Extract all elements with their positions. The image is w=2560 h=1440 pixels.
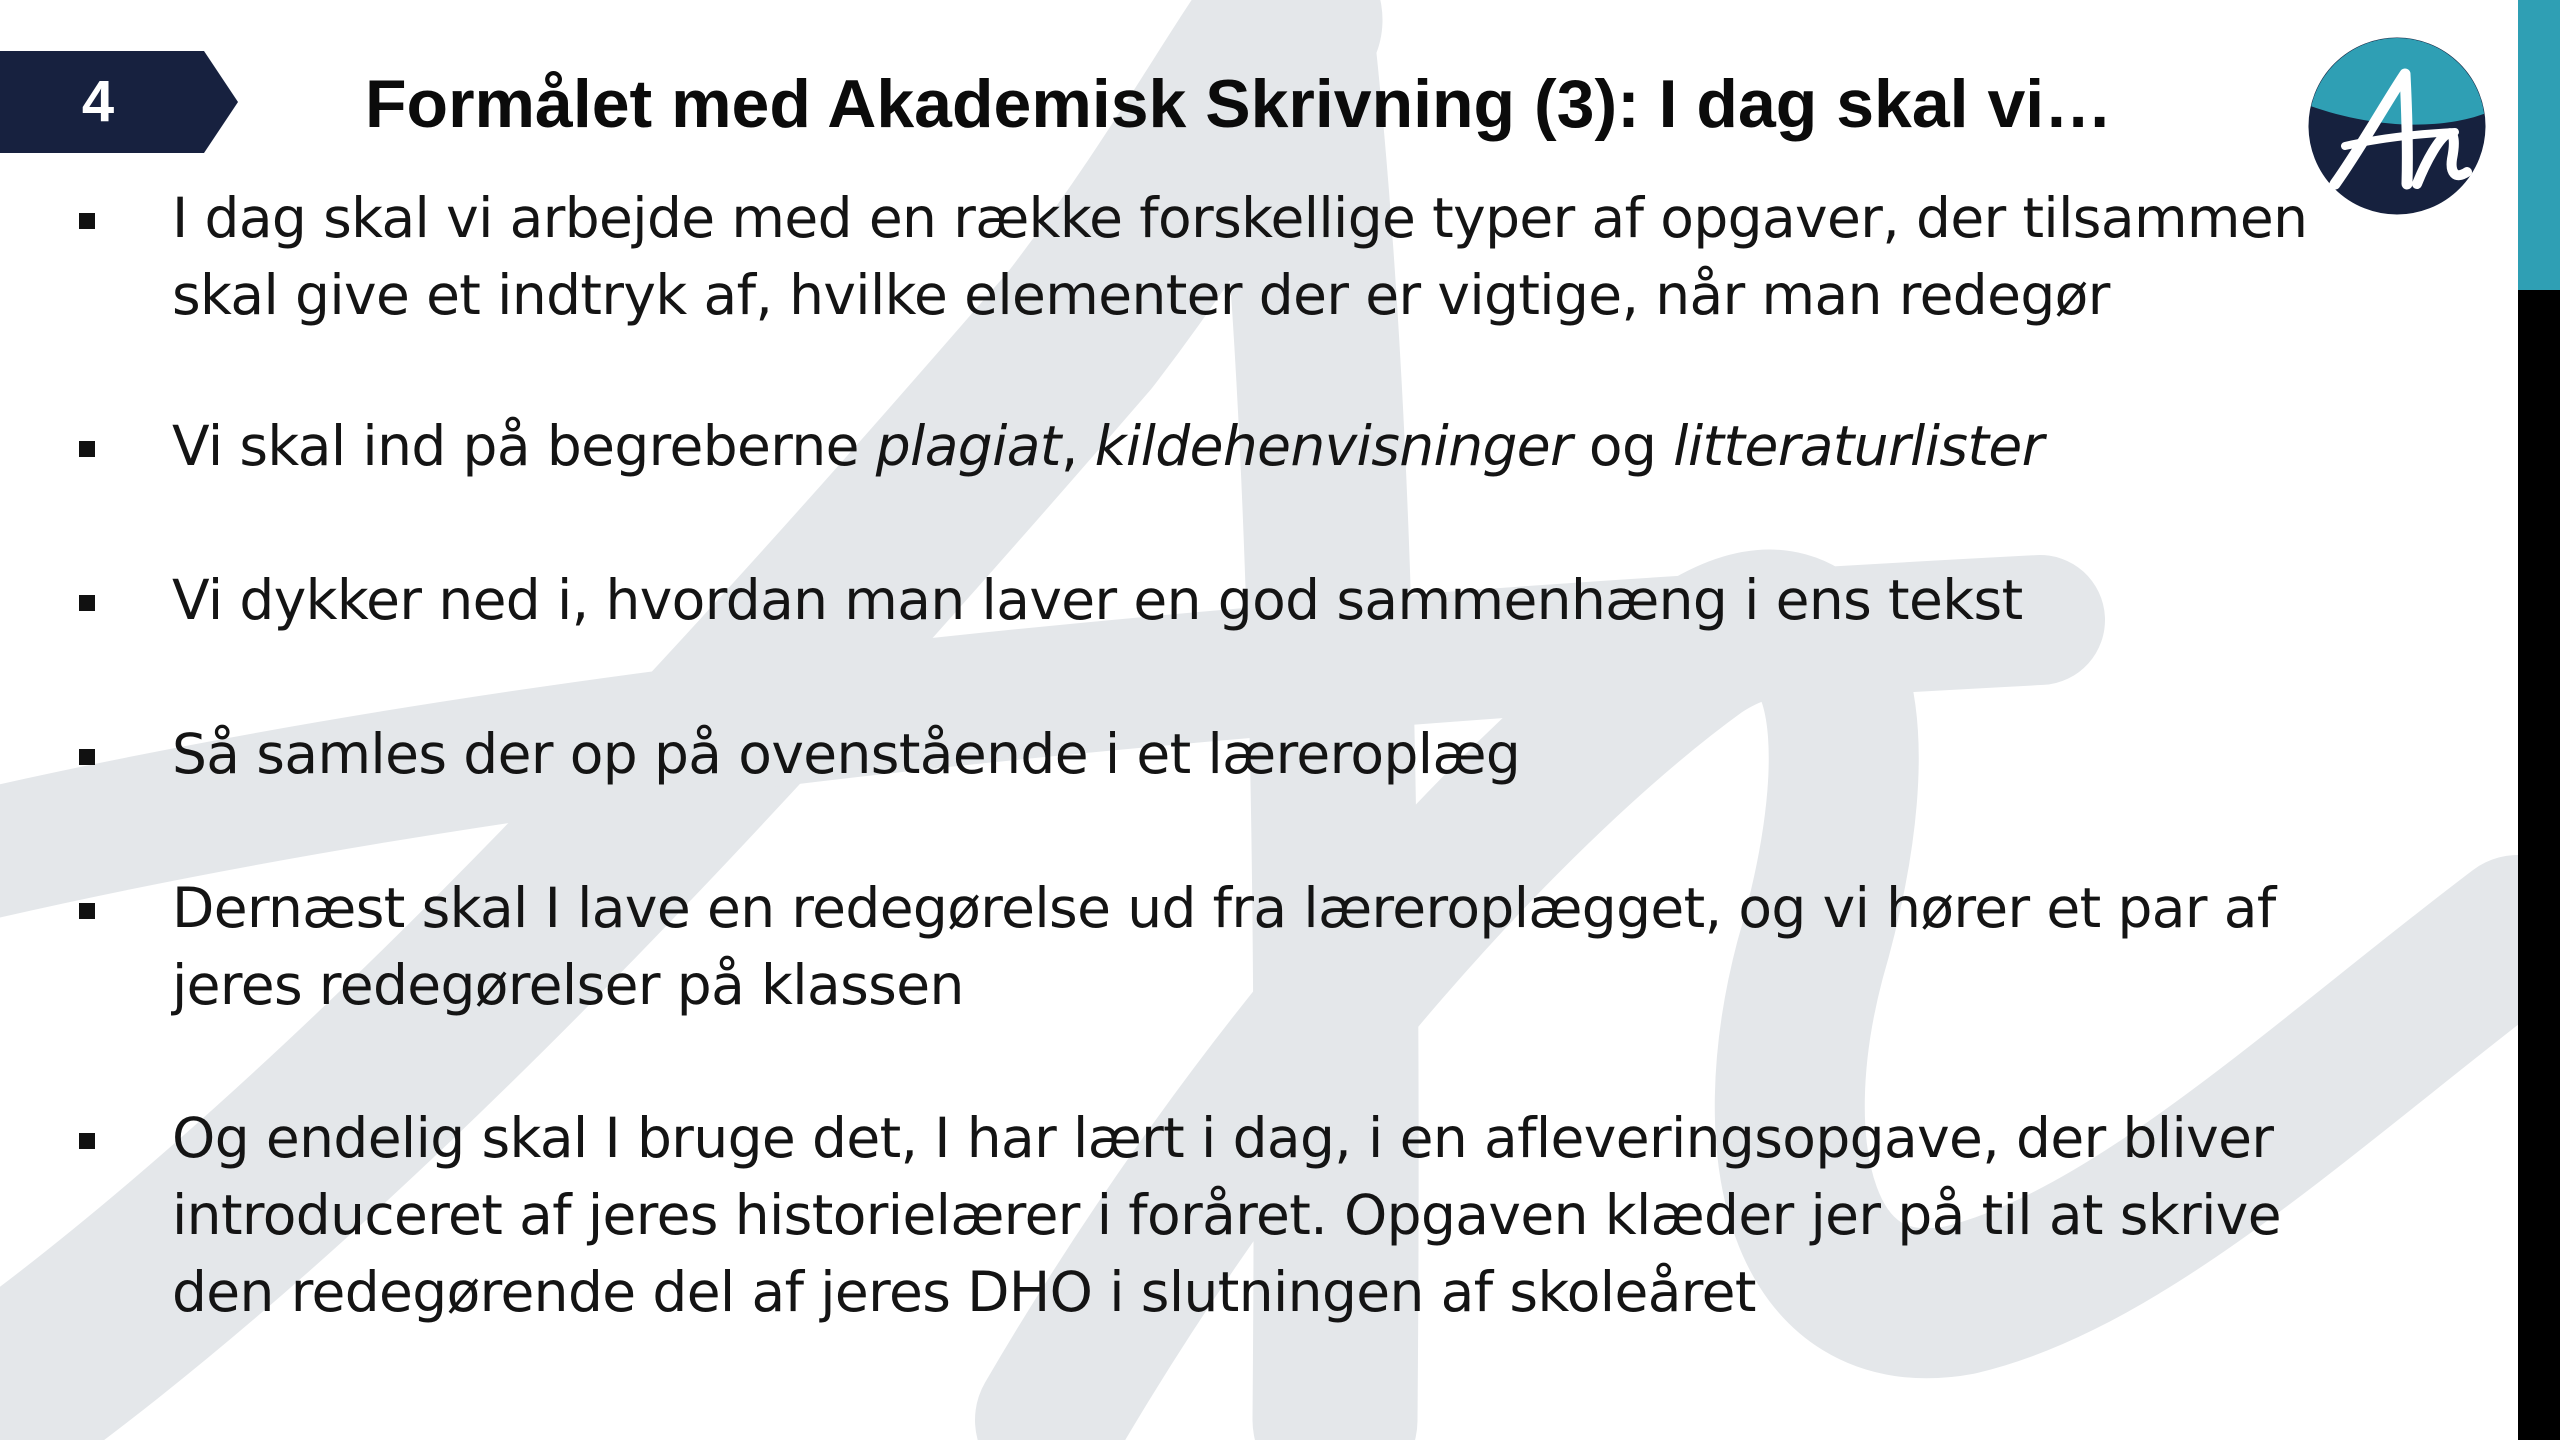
bullet-text-part: , (1060, 414, 1095, 478)
bullet-text: Vi dykker ned i, hvordan man laver en god sammenhæng i ens tekst (172, 568, 2023, 632)
bullet-item (172, 870, 2372, 1024)
bullet-marker (79, 213, 95, 229)
bullet-text: Dernæst skal I lave en redegørelse ud fra læreroplægget, og vi hører et par af jeres redegørelser på klassen (172, 876, 2276, 1017)
bullet-marker (79, 749, 95, 765)
bullet-marker (79, 595, 95, 611)
term-kildehenvisninger: kildehenvisninger (1094, 414, 1573, 478)
bullet-item (172, 408, 2372, 485)
bullet-marker (79, 1133, 95, 1149)
slide-title: Formålet med Akademisk Skrivning (3): I dag skal vi… (365, 66, 2113, 142)
bullet-text: Så samles der op på ovenstående i et læreroplæg (172, 722, 1521, 786)
slide-number: 4 (81, 69, 115, 134)
right-edge-strip (2518, 0, 2560, 1440)
bullet-item (172, 1100, 2372, 1331)
term-litteraturlister: litteraturlister (1673, 414, 2044, 478)
bullet-text-part: Vi skal ind på begreberne (172, 414, 876, 478)
term-plagiat: plagiat (875, 414, 1061, 478)
bullet-text: I dag skal vi arbejde med en række forskellige typer af opgaver, der tilsammen skal give et indtryk af, hvilke elementer der er vigtige, når man redegør (172, 186, 2308, 327)
accent-strip (2518, 0, 2560, 290)
slide-number-badge (0, 51, 238, 153)
bullet-text-part: og (1572, 414, 1674, 478)
bullet-item (172, 180, 2372, 334)
bullet-item (172, 562, 2372, 639)
ah-monogram-logo-icon (2305, 34, 2489, 218)
bullet-marker (79, 441, 95, 457)
bullet-text: Og endelig skal I bruge det, I har lært i dag, i en afleveringsopgave, der bliver introduceret af jeres historielærer i foråret. Opgaven klæder jer på til at skrive den redegørende del af jeres DHO i slutningen af skoleåret (172, 1106, 2281, 1324)
bullet-item (172, 716, 2372, 793)
bullet-marker (79, 903, 95, 919)
